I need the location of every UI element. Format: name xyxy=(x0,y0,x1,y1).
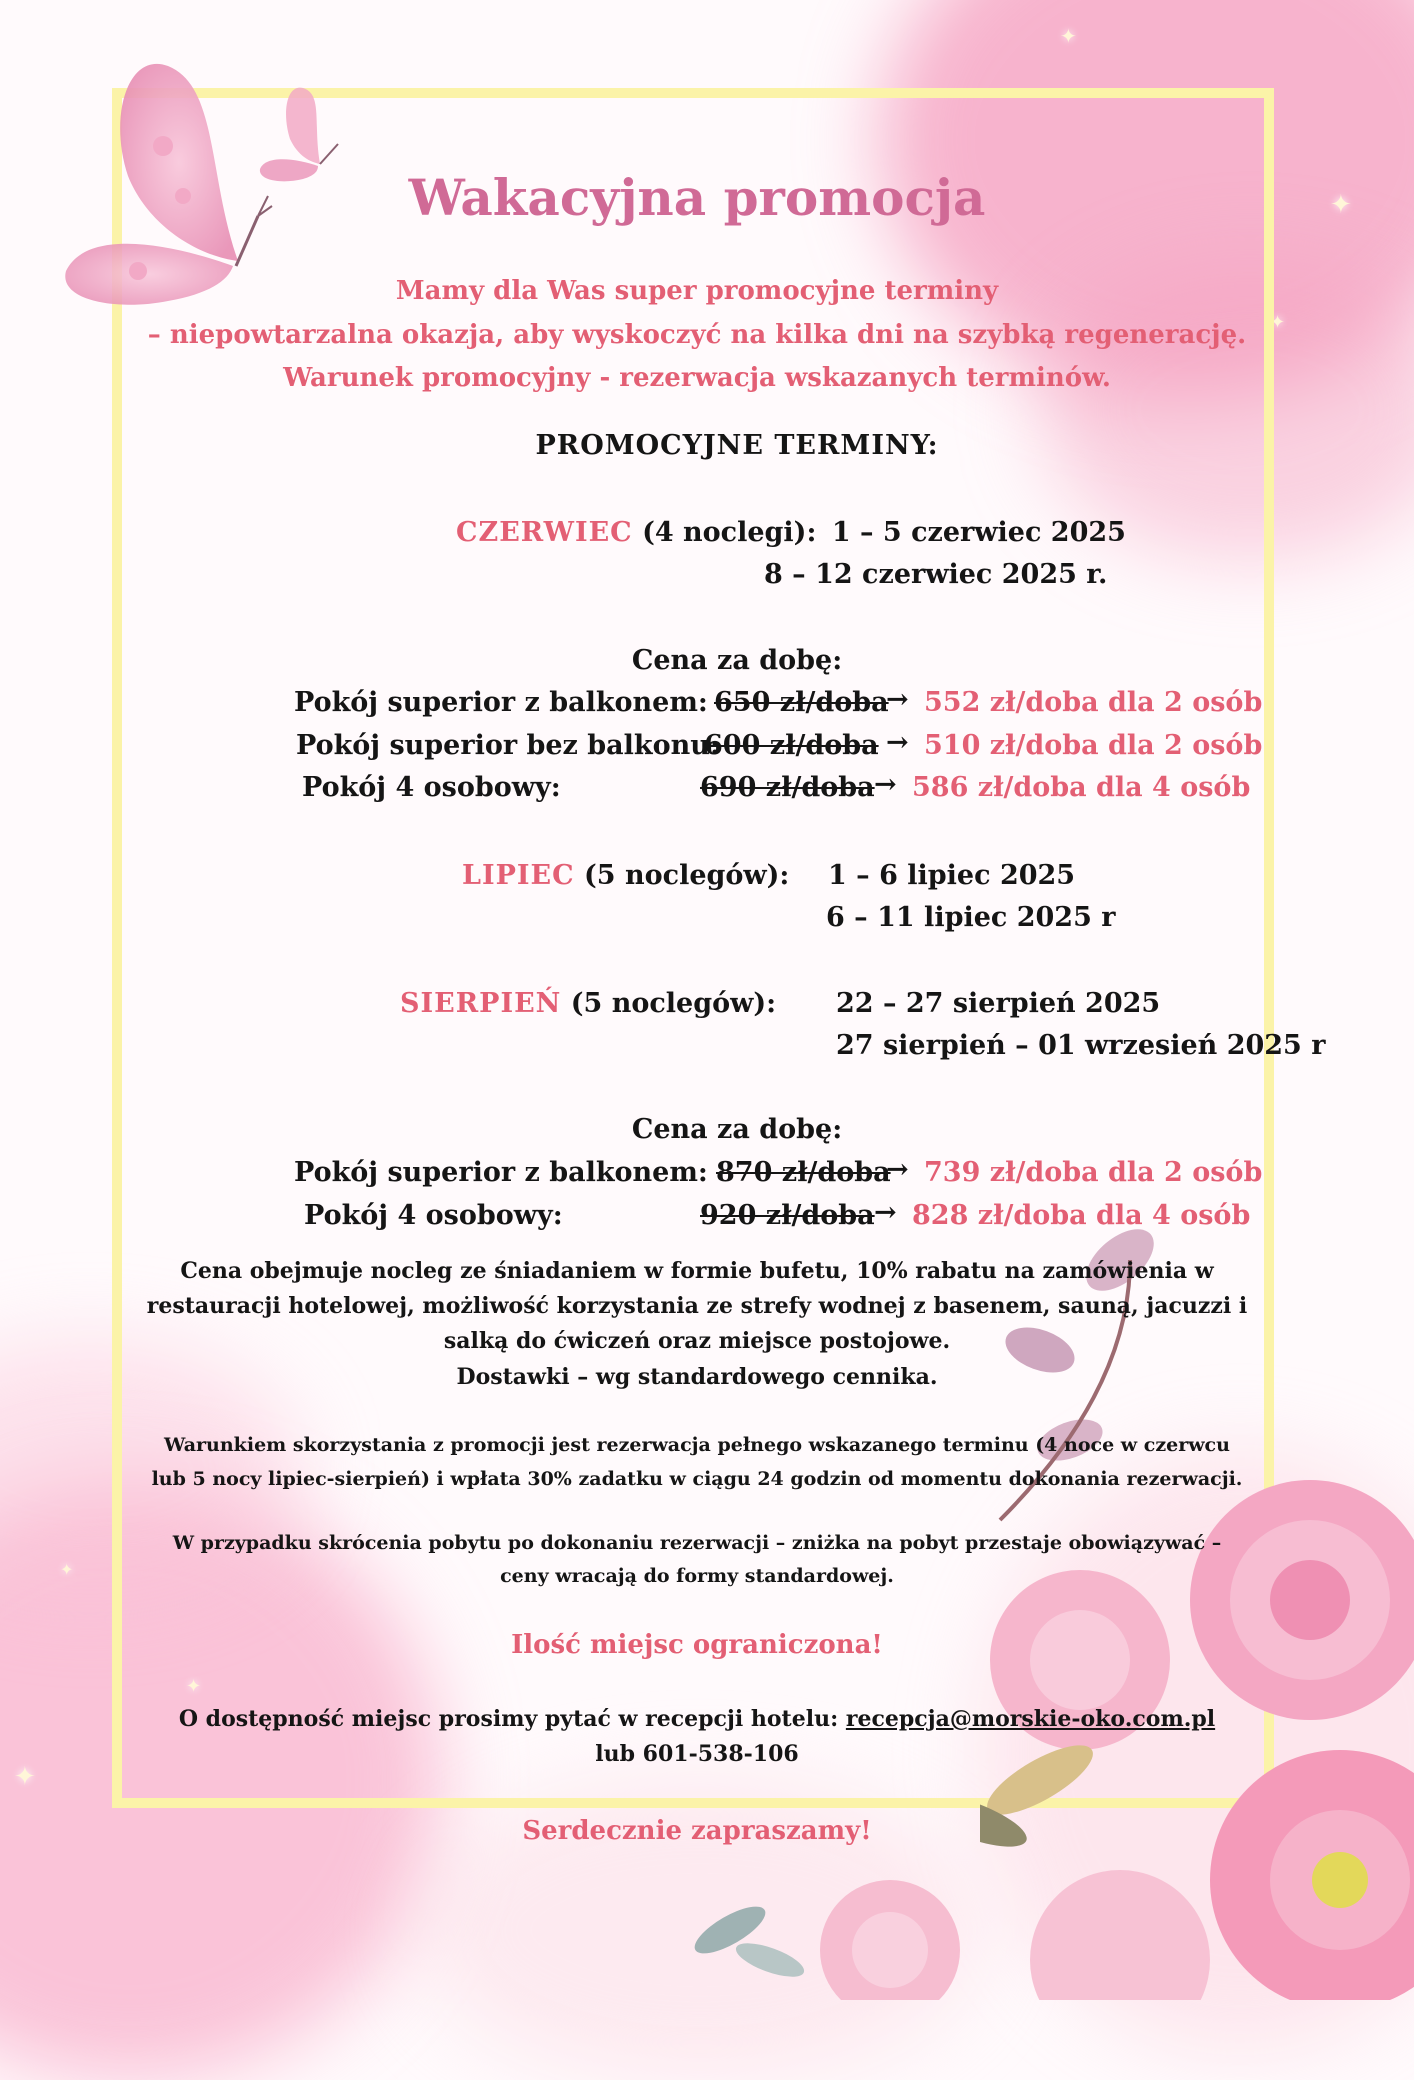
shortening-line-1: W przypadku skrócenia pobytu po dokonaniu rezerwacji – zniżka na pobyt przestaje obowiązywać – xyxy=(172,1532,1222,1554)
june-row xyxy=(456,517,1126,548)
terms-header: PROMOCYJNE TERMINY: xyxy=(535,430,939,461)
sparkle-icon: ✦ xyxy=(1330,190,1352,220)
price-old-1: 650 zł/doba xyxy=(714,687,889,718)
price-old-3: 690 zł/doba xyxy=(700,772,875,803)
summer-price-room-1: Pokój superior z balkonem: xyxy=(294,1157,708,1188)
august-date-1: 22 – 27 sierpień 2025 xyxy=(836,988,1161,1019)
intro-line-3: Warunek promocyjny - rezerwacja wskazanych terminów. xyxy=(283,363,1111,393)
sparkle-icon: ✦ xyxy=(14,1762,36,1792)
intro-line-2: – niepowtarzalna okazja, aby wyskoczyć na kilka dni na szybką regenerację. xyxy=(147,320,1247,350)
summer-price-old-2: 920 zł/doba xyxy=(700,1200,875,1231)
arrow-icon: → xyxy=(874,769,897,800)
summer-price-room-2: Pokój 4 osobowy: xyxy=(304,1200,563,1231)
includes-line-3: salką do ćwiczeń oraz miejsce postojowe. xyxy=(443,1328,951,1354)
contact-line xyxy=(0,1706,1394,1732)
july-date-1: 1 – 6 lipiec 2025 xyxy=(828,860,1076,891)
limited-availability-note: Ilość miejsc ograniczona! xyxy=(511,1630,883,1660)
contact-text: O dostępność miejsc prosimy pytać w recepcji hotelu: xyxy=(178,1706,839,1732)
summer-price-new-1: 739 zł/doba dla 2 osób xyxy=(924,1157,1263,1188)
arrow-icon: → xyxy=(886,727,909,758)
includes-line-1: Cena obejmuje nocleg ze śniadaniem w formie bufetu, 10% rabatu na zamówienia w xyxy=(180,1258,1214,1284)
price-new-3: 586 zł/doba dla 4 osób xyxy=(912,772,1251,803)
june-date-2: 8 – 12 czerwiec 2025 r. xyxy=(764,559,1108,590)
arrow-icon: → xyxy=(886,1154,909,1185)
arrow-icon: → xyxy=(886,684,909,715)
includes-line-4: Dostawki – wg standardowego cennika. xyxy=(456,1364,938,1390)
page-title: Wakacyjna promocja xyxy=(408,168,986,227)
arrow-icon: → xyxy=(874,1197,897,1228)
june-nights: (4 noclegi): xyxy=(642,517,817,548)
july-row xyxy=(462,860,789,891)
price-header-2: Cena za dobę: xyxy=(631,1114,843,1145)
june-date-1: 1 – 5 czerwiec 2025 xyxy=(831,517,1126,548)
sparkle-icon: ✦ xyxy=(1060,24,1077,48)
summer-price-old-1: 870 zł/doba xyxy=(716,1157,891,1188)
august-row xyxy=(400,988,776,1019)
august-month: SIERPIEŃ xyxy=(400,988,562,1019)
july-nights: (5 noclegów): xyxy=(584,860,790,891)
july-date-2: 6 – 11 lipiec 2025 r xyxy=(826,902,1116,933)
sparkle-icon: ✦ xyxy=(60,1560,74,1579)
price-room-1: Pokój superior z balkonem: xyxy=(294,687,708,718)
price-old-2: 600 zł/doba xyxy=(704,730,879,761)
price-room-3: Pokój 4 osobowy: xyxy=(302,772,561,803)
price-new-1: 552 zł/doba dla 2 osób xyxy=(924,687,1263,718)
intro-line-1: Mamy dla Was super promocyjne terminy xyxy=(395,276,999,306)
august-nights: (5 noclegów): xyxy=(570,988,777,1019)
august-date-2: 27 sierpień – 01 wrzesień 2025 r xyxy=(836,1030,1326,1061)
flower-cluster-decoration xyxy=(690,1840,990,2000)
sparkle-icon: ✦ xyxy=(1270,312,1286,333)
summer-price-new-2: 828 zł/doba dla 4 osób xyxy=(912,1200,1251,1231)
july-month: LIPIEC xyxy=(462,860,575,891)
contact-phone: lub 601-538-106 xyxy=(595,1741,799,1767)
price-header-1: Cena za dobę: xyxy=(631,645,843,676)
condition-line-2: lub 5 nocy lipiec-sierpień) i wpłata 30% zadatku w ciągu 24 godzin od momentu dokonania rezerwacji. xyxy=(151,1468,1243,1490)
price-room-2: Pokój superior bez balkonu: xyxy=(296,730,720,761)
closing-text: Serdecznie zapraszamy! xyxy=(522,1816,872,1846)
price-new-2: 510 zł/doba dla 2 osób xyxy=(924,730,1263,761)
contact-email-link[interactable]: recepcja@morskie-oko.com.pl xyxy=(845,1706,1216,1732)
sparkle-icon: ✦ xyxy=(186,1676,202,1697)
shortening-line-2: ceny wracają do formy standardowej. xyxy=(500,1565,894,1587)
june-month: CZERWIEC xyxy=(456,517,633,548)
condition-line-1: Warunkiem skorzystania z promocji jest rezerwacja pełnego wskazanego terminu (4 noce w czerwcu xyxy=(164,1434,1230,1456)
includes-line-2: restauracji hotelowej, możliwość korzystania ze strefy wodnej z basenem, sauną, jacuzzi i xyxy=(146,1293,1248,1319)
